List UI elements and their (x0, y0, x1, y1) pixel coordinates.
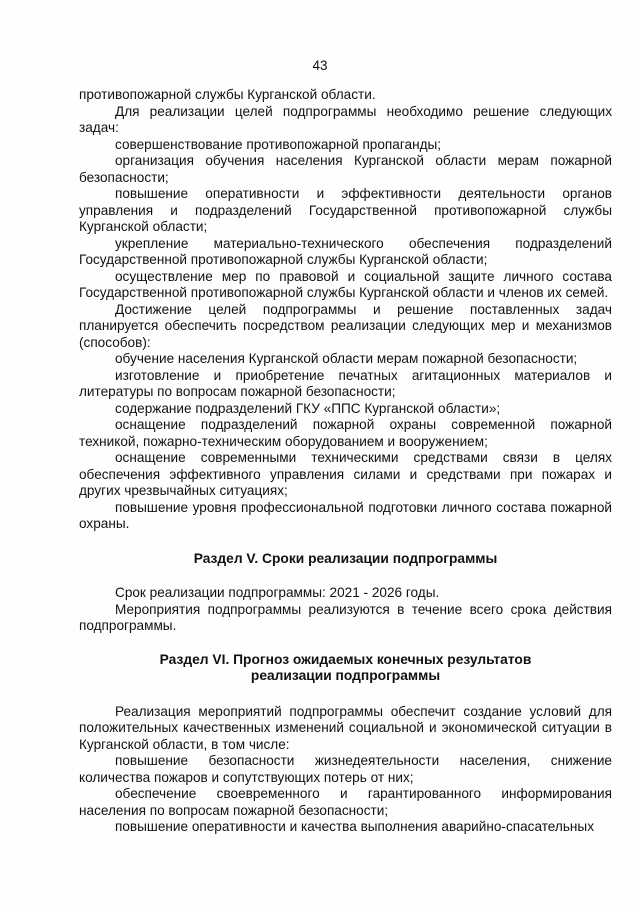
list-item: осуществление мер по правовой и социальной защите личного состава Государственной противопожарной службы Курганской области и членов их семей. (79, 268, 612, 300)
list-item: совершенствование противопожарной пропаганды; (115, 136, 442, 152)
list-item: организация обучения населения Курганской области мерам пожарной безопасности; (79, 153, 612, 185)
paragraph: противопожарной службы Курганской области. (79, 87, 376, 102)
list-item: обучение населения Курганской области мерам пожарной безопасности; (115, 351, 578, 366)
page-number: 43 (312, 58, 328, 73)
list-item: повышение оперативности и качества выполнения аварийно-спасательных (115, 819, 594, 834)
paragraph: Достижение целей подпрограммы и решение поставленных задач планируется обеспечить посредством реализации следующих мер и механизмов (способов): (79, 301, 612, 350)
paragraph: Для реализации целей подпрограммы необходимо решение следующих задач: (79, 103, 612, 135)
section-heading-vi-line1: Раздел VI. Прогноз ожидаемых конечных результатов (159, 651, 532, 667)
list-item: изготовление и приобретение печатных агитационных материалов и литературы по вопросам пожарной безопасности; (79, 367, 612, 399)
list-item: обеспечение своевременного и гарантированного информирования населения по вопросам пожарной безопасности; (79, 786, 612, 818)
paragraph: Реализация мероприятий подпрограммы обеспечит создание условий для положительных качественных изменений социальной и экономической ситуации в Курганской области, в том числе: (79, 703, 612, 752)
document-body (79, 87, 612, 836)
list-item: оснащение современными техническими средствами связи в целях обеспечения эффективного управления силами и средствами при пожарах и других чрезвычайных ситуациях; (79, 450, 612, 498)
paragraph: Мероприятия подпрограммы реализуются в течение всего срока действия подпрограммы. (79, 601, 612, 633)
paragraph: Срок реализации подпрограммы: 2021 - 2026 годы. (115, 585, 440, 600)
section-heading-vi-line2: реализации подпрограммы (250, 668, 441, 683)
section-heading-v: Раздел V. Сроки реализации подпрограммы (193, 550, 498, 566)
list-item: содержание подразделений ГКУ «ППС Курганской области»; (115, 400, 501, 416)
list-item: повышение уровня профессиональной подготовки личного состава пожарной охраны. (79, 499, 612, 531)
list-item: укрепление материально-технического обеспечения подразделений Государственной противопожарной службы Курганской области; (79, 235, 612, 267)
list-item: оснащение подразделений пожарной охраны современной пожарной техникой, пожарно-техническим оборудованием и вооружением; (79, 417, 612, 449)
list-item: повышение безопасности жизнедеятельности населения, снижение количества пожаров и сопутствующих потерь от них; (79, 753, 612, 785)
list-item: повышение оперативности и эффективности деятельности органов управления и подразделений Государственной противопожарной службы Курганской области; (79, 186, 612, 234)
